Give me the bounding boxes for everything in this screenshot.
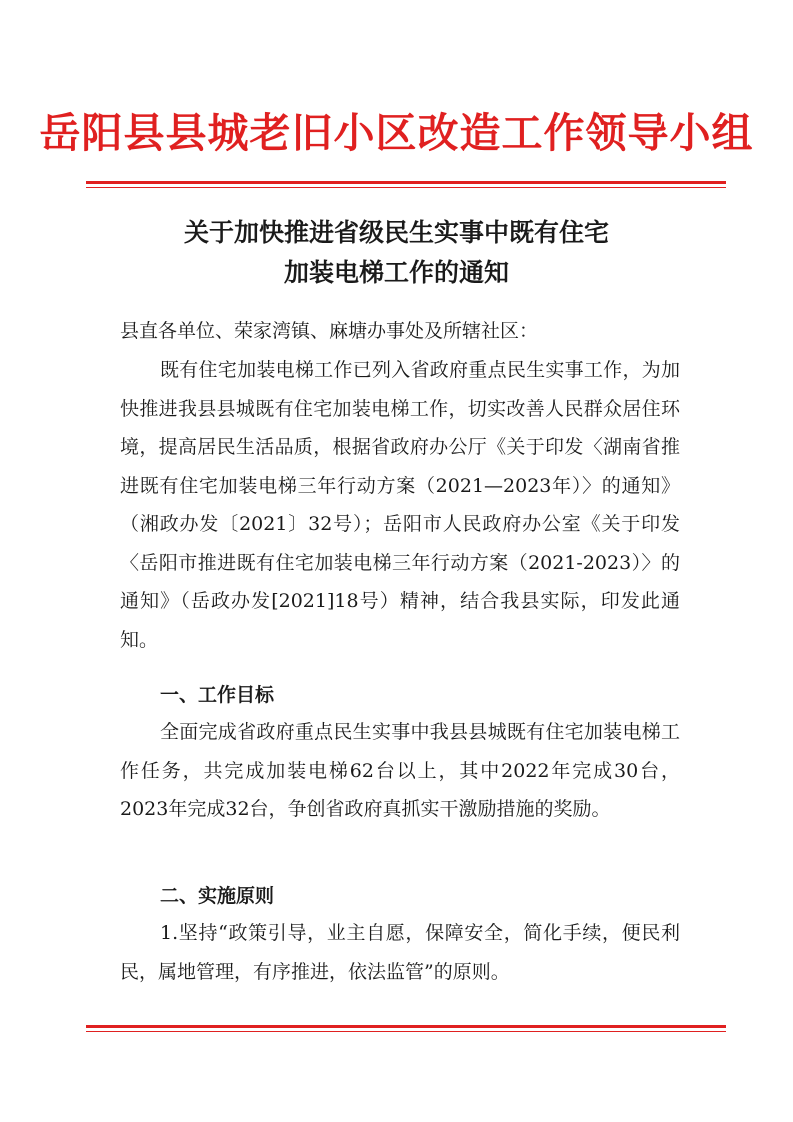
document-title-line2: 加装电梯工作的通知 — [283, 258, 509, 287]
section2-item1: 1.坚持“政策引导，业主自愿，保障安全，简化手续，便民利民，属地管理，有序推进，依法监管”的原则。 — [120, 922, 680, 983]
section1-heading: 一、工作目标 — [160, 684, 275, 706]
footer-rule-thin — [86, 1031, 726, 1032]
letterhead-rule-thick — [86, 181, 726, 184]
intro-paragraph: 既有住宅加装电梯工作已列入省政府重点民生实事工作，为加快推进我县县城既有住宅加装电梯工作，切实改善人民群众居住环境，提高居民生活品质，根据省政府办公厅《关于印发〈湖南省推进既有住宅加装电梯三年行动方案（2021—2023年）〉的通知》（湘政办发〔2021〕32号）；岳阳市人民政府办公室《关于印发〈岳阳市推进既有住宅加装电梯三年行动方案（2021-2023）〉的通知》（岳政办发[2021]18号）精神，结合我县实际，印发此通知。 — [120, 359, 680, 651]
recipients: 县直各单位、荣家湾镇、麻塘办事处及所辖社区： — [120, 320, 539, 342]
letterhead-title: 岳阳县县城老旧小区改造工作领导小组 — [39, 109, 754, 157]
letterhead-rule-thin — [86, 187, 726, 188]
document-title-line1: 关于加快推进省级民生实事中既有住宅 — [183, 218, 609, 247]
section1-body: 全面完成省政府重点民生实事中我县县城既有住宅加装电梯工作任务，共完成加装电梯62台以上，其中2022年完成30台，2023年完成32台，争创省政府真抓实干激励措施的奖励。 — [120, 721, 680, 820]
footer-rule-thick — [86, 1025, 726, 1028]
section2-heading: 二、实施原则 — [160, 885, 275, 907]
